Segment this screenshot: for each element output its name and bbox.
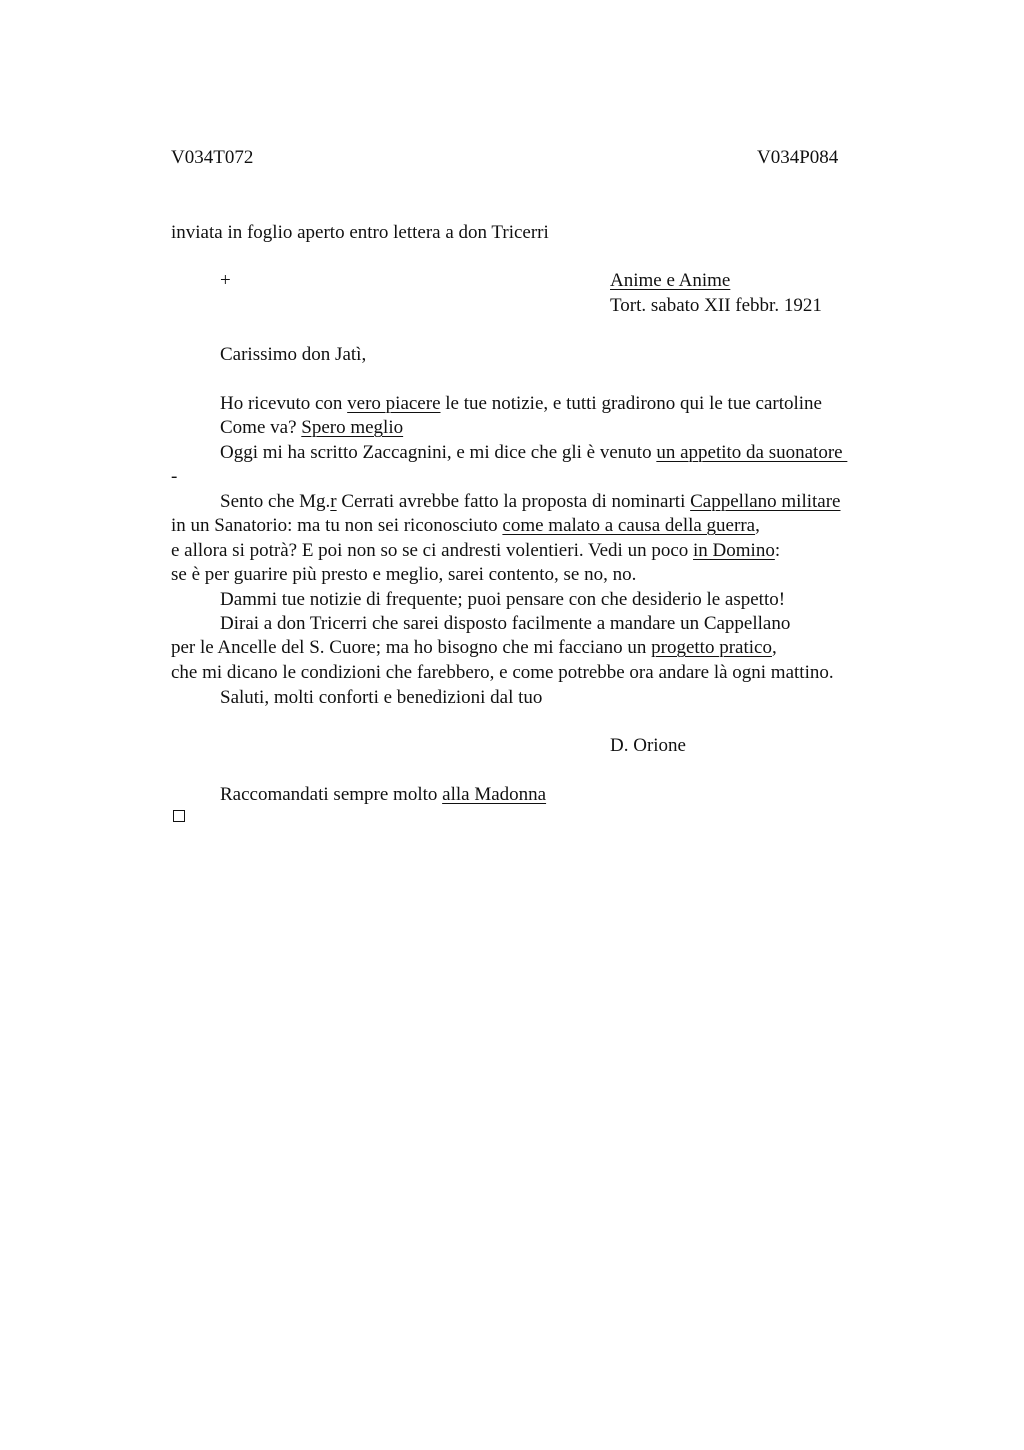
underlined-phrase: un appetito da suonatore — [656, 442, 848, 463]
paragraph-4-line-4: se è per guarire più presto e meglio, sarei contento, se no, no. — [171, 564, 637, 585]
cross-symbol: + — [220, 270, 231, 291]
signature: D. Orione — [610, 735, 686, 756]
paragraph-3 — [220, 441, 847, 465]
underlined-phrase: progetto pratico — [651, 637, 772, 658]
text-segment: per le Ancelle del S. Cuore; ma ho bisogno che mi facciano un — [171, 637, 652, 658]
paragraph-4-line-1 — [220, 490, 841, 514]
text-segment: in un Sanatorio: ma tu non sei riconosciuto — [171, 515, 503, 536]
motto: Anime e Anime — [610, 270, 731, 291]
left-archive-code: V034T072 — [171, 147, 254, 168]
text-segment: , — [771, 637, 777, 658]
paragraph-2 — [220, 416, 403, 440]
dash-line: - — [171, 466, 178, 487]
text-segment: , — [755, 515, 760, 536]
paragraph-1 — [220, 392, 822, 416]
paragraph-5: Dammi tue notizie di frequente; puoi pensare con che desiderio le aspetto! — [220, 589, 786, 610]
underlined-phrase: Spero meglio — [301, 417, 404, 438]
underlined-phrase: Cappellano militare — [690, 491, 841, 512]
end-marker-box-icon — [173, 810, 185, 822]
paragraph-6-line-1: Dirai a don Tricerri che sarei disposto facilmente a mandare un Cappellano — [220, 613, 791, 634]
paragraph-6-line-2 — [171, 636, 777, 660]
text-segment: : — [774, 540, 781, 561]
right-archive-code: V034P084 — [757, 147, 839, 168]
text-segment: e allora si potrà? E poi non so se ci andresti volentieri. Vedi un poco — [171, 540, 694, 561]
text-segment: Come va? — [220, 417, 302, 438]
paragraph-4-line-2 — [171, 514, 760, 538]
underlined-phrase: alla Madonna — [442, 784, 547, 805]
text-segment: Oggi mi ha scritto Zaccagnini, e mi dice che gli è venuto — [220, 442, 657, 463]
underlined-abbrev: r — [330, 491, 337, 512]
text-segment: Raccomandati sempre molto — [220, 784, 443, 805]
paragraph-4-line-3 — [171, 539, 780, 563]
place-date: Tort. sabato XII febbr. 1921 — [610, 295, 822, 316]
editorial-note: inviata in foglio aperto entro lettera a don Tricerri — [171, 222, 549, 243]
closing: Saluti, molti conforti e benedizioni dal tuo — [220, 687, 543, 708]
postscript — [220, 783, 546, 807]
paragraph-6-line-3: che mi dicano le condizioni che farebbero, e come potrebbe ora andare là ogni mattino. — [171, 662, 834, 683]
text-segment: le tue notizie, e tutti gradirono qui le tue cartoline — [440, 393, 822, 414]
underlined-phrase: vero piacere — [347, 393, 441, 414]
text-segment: Cerrati avrebbe fatto la proposta di nominarti — [336, 491, 691, 512]
text-segment: Ho ricevuto con — [220, 393, 348, 414]
text-segment: Sento che Mg. — [220, 491, 331, 512]
salutation: Carissimo don Jatì, — [220, 344, 367, 365]
underlined-phrase: in Domino — [693, 540, 775, 561]
underlined-phrase: come malato a causa della guerra — [502, 515, 756, 536]
